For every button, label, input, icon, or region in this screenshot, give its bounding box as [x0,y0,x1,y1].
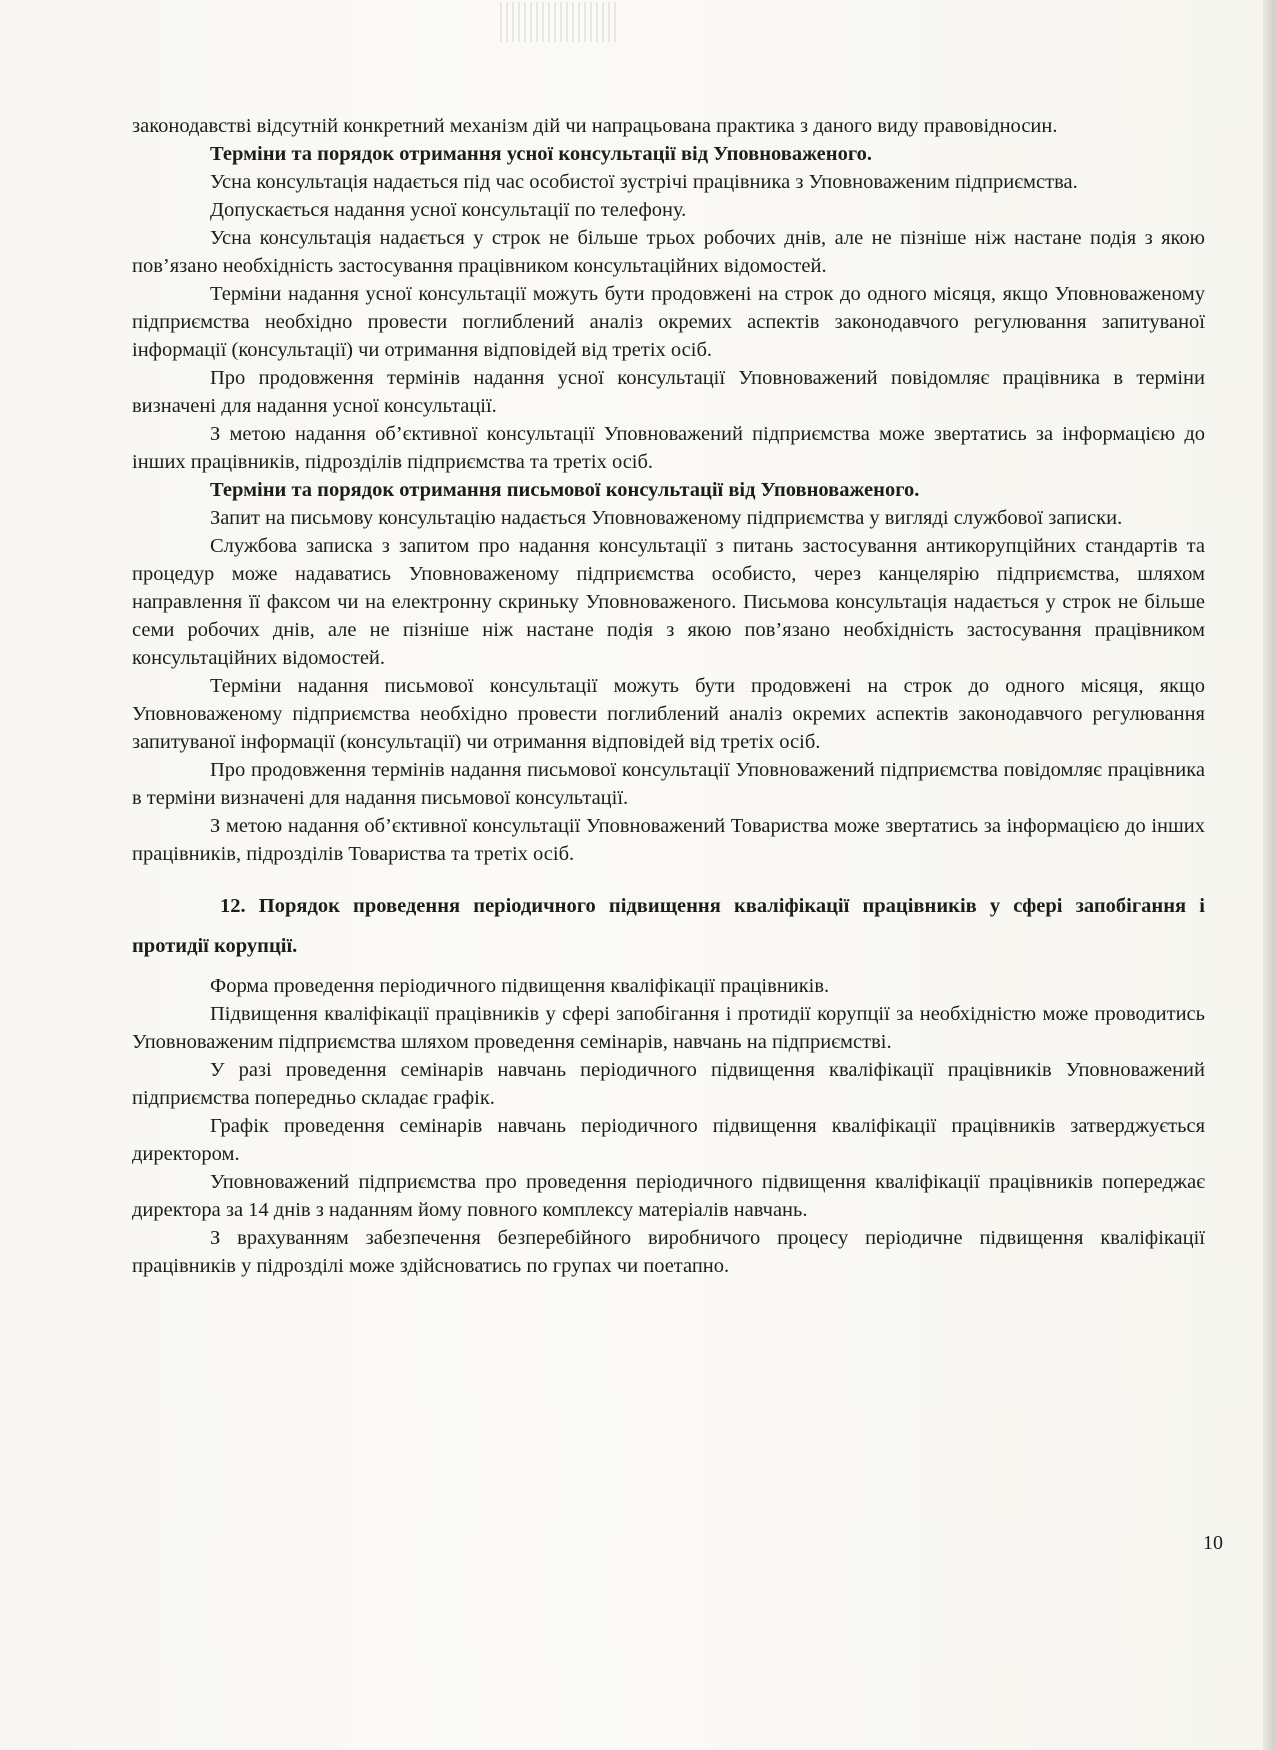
paragraph-continuation: законодавстві відсутній конкретний механізм дій чи напрацьована практика з даного виду правовідносин. [132,115,1058,137]
paragraph: Підвищення кваліфікації працівників у сфері запобігання і протидії корупції за необхідністю може проводитись Уповноваженим підприємства шляхом проведення семінарів, навчань на підприємстві. [132,1003,1205,1053]
paragraph: Терміни надання письмової консультації можуть бути продовжені на строк до одного місяця, якщо Уповноваженому підприємства необхідно провести поглиблений аналіз окремих аспектів законодавчого регулювання запитуваної інформації (консультації) чи отримання відповідей від третіх осіб. [132,675,1205,753]
paragraph: Усна консультація надається під час особистої зустрічі працівника з Уповноваженим підприємства. [210,171,1078,193]
paragraph: З метою надання об’єктивної консультації Уповноважений підприємства може звертатись за інформацією до інших працівників, підрозділів підприємства та третіх осіб. [132,423,1205,473]
paragraph: Терміни надання усної консультації можуть бути продовжені на строк до одного місяця, якщо Уповноваженому підприємства необхідно провести поглиблений аналіз окремих аспектів законодавчого регулювання запитуваної інформації (консультації) чи отримання відповідей від третіх осіб. [132,283,1205,361]
paragraph: З врахуванням забезпечення безперебійного виробничого процесу періодичне підвищення кваліфікації працівників у підрозділі може здійсноватись по групах чи поетапно. [132,1227,1205,1277]
document-body [132,112,1205,1280]
paragraph: У разі проведення семінарів навчань періодичного підвищення кваліфікації працівників Уповноважений підприємства попередньо складає графік. [132,1059,1205,1109]
paragraph: Запит на письмову консультацію надається Уповноваженому підприємства у вигляді службової записки. [210,507,1123,529]
scan-mark [500,2,620,42]
paragraph: Уповноважений підприємства про проведення періодичного підвищення кваліфікації працівників попереджає директора за 14 днів з наданням йому повного комплексу матеріалів навчань. [132,1171,1205,1221]
paragraph: Про продовження термінів надання письмової консультації Уповноважений підприємства повідомляє працівника в терміни визначені для надання письмової консультації. [132,759,1205,809]
paragraph: З метою надання об’єктивної консультації Уповноважений Товариства може звертатись за інформацією до інших працівників, підрозділів Товариства та третіх осіб. [132,815,1205,865]
paragraph: Службова записка з запитом про надання консультації з питань застосування антикорупційних стандартів та процедур може надаватись Уповноваженому підприємства особисто, через канцелярію підприємства, шляхом направлення її факсом чи на електронну скриньку Уповноваженого. Письмова консультація надається у строк не більше семи робочих днів, але не пізніше ніж настане подія з якою пов’язано необхідність застосування працівником консультаційних відомостей. [132,535,1205,669]
page-number: 10 [1203,1532,1223,1554]
subsection-heading: Терміни та порядок отримання письмової консультації від Уповноваженого. [210,479,920,501]
section-heading: 12. Порядок проведення періодичного підвищення кваліфікації працівників у сфері запобігання і протидії корупції. [132,895,1205,957]
subsection-heading: Терміни та порядок отримання усної консультації від Уповноваженого. [210,143,872,165]
paragraph: Про продовження термінів надання усної консультації Уповноважений повідомляє працівника в терміни визначені для надання усної консультації. [132,367,1205,417]
paragraph: Форма проведення періодичного підвищення кваліфікації працівників. [210,975,830,997]
paragraph: Графік проведення семінарів навчань періодичного підвищення кваліфікації працівників затверджується директором. [132,1115,1205,1165]
scan-edge [1263,0,1275,1750]
paragraph: Допускається надання усної консультації по телефону. [210,199,687,221]
paragraph: Усна консультація надається у строк не більше трьох робочих днів, але не пізніше ніж настане подія з якою пов’язано необхідність застосування працівником консультаційних відомостей. [132,227,1205,277]
